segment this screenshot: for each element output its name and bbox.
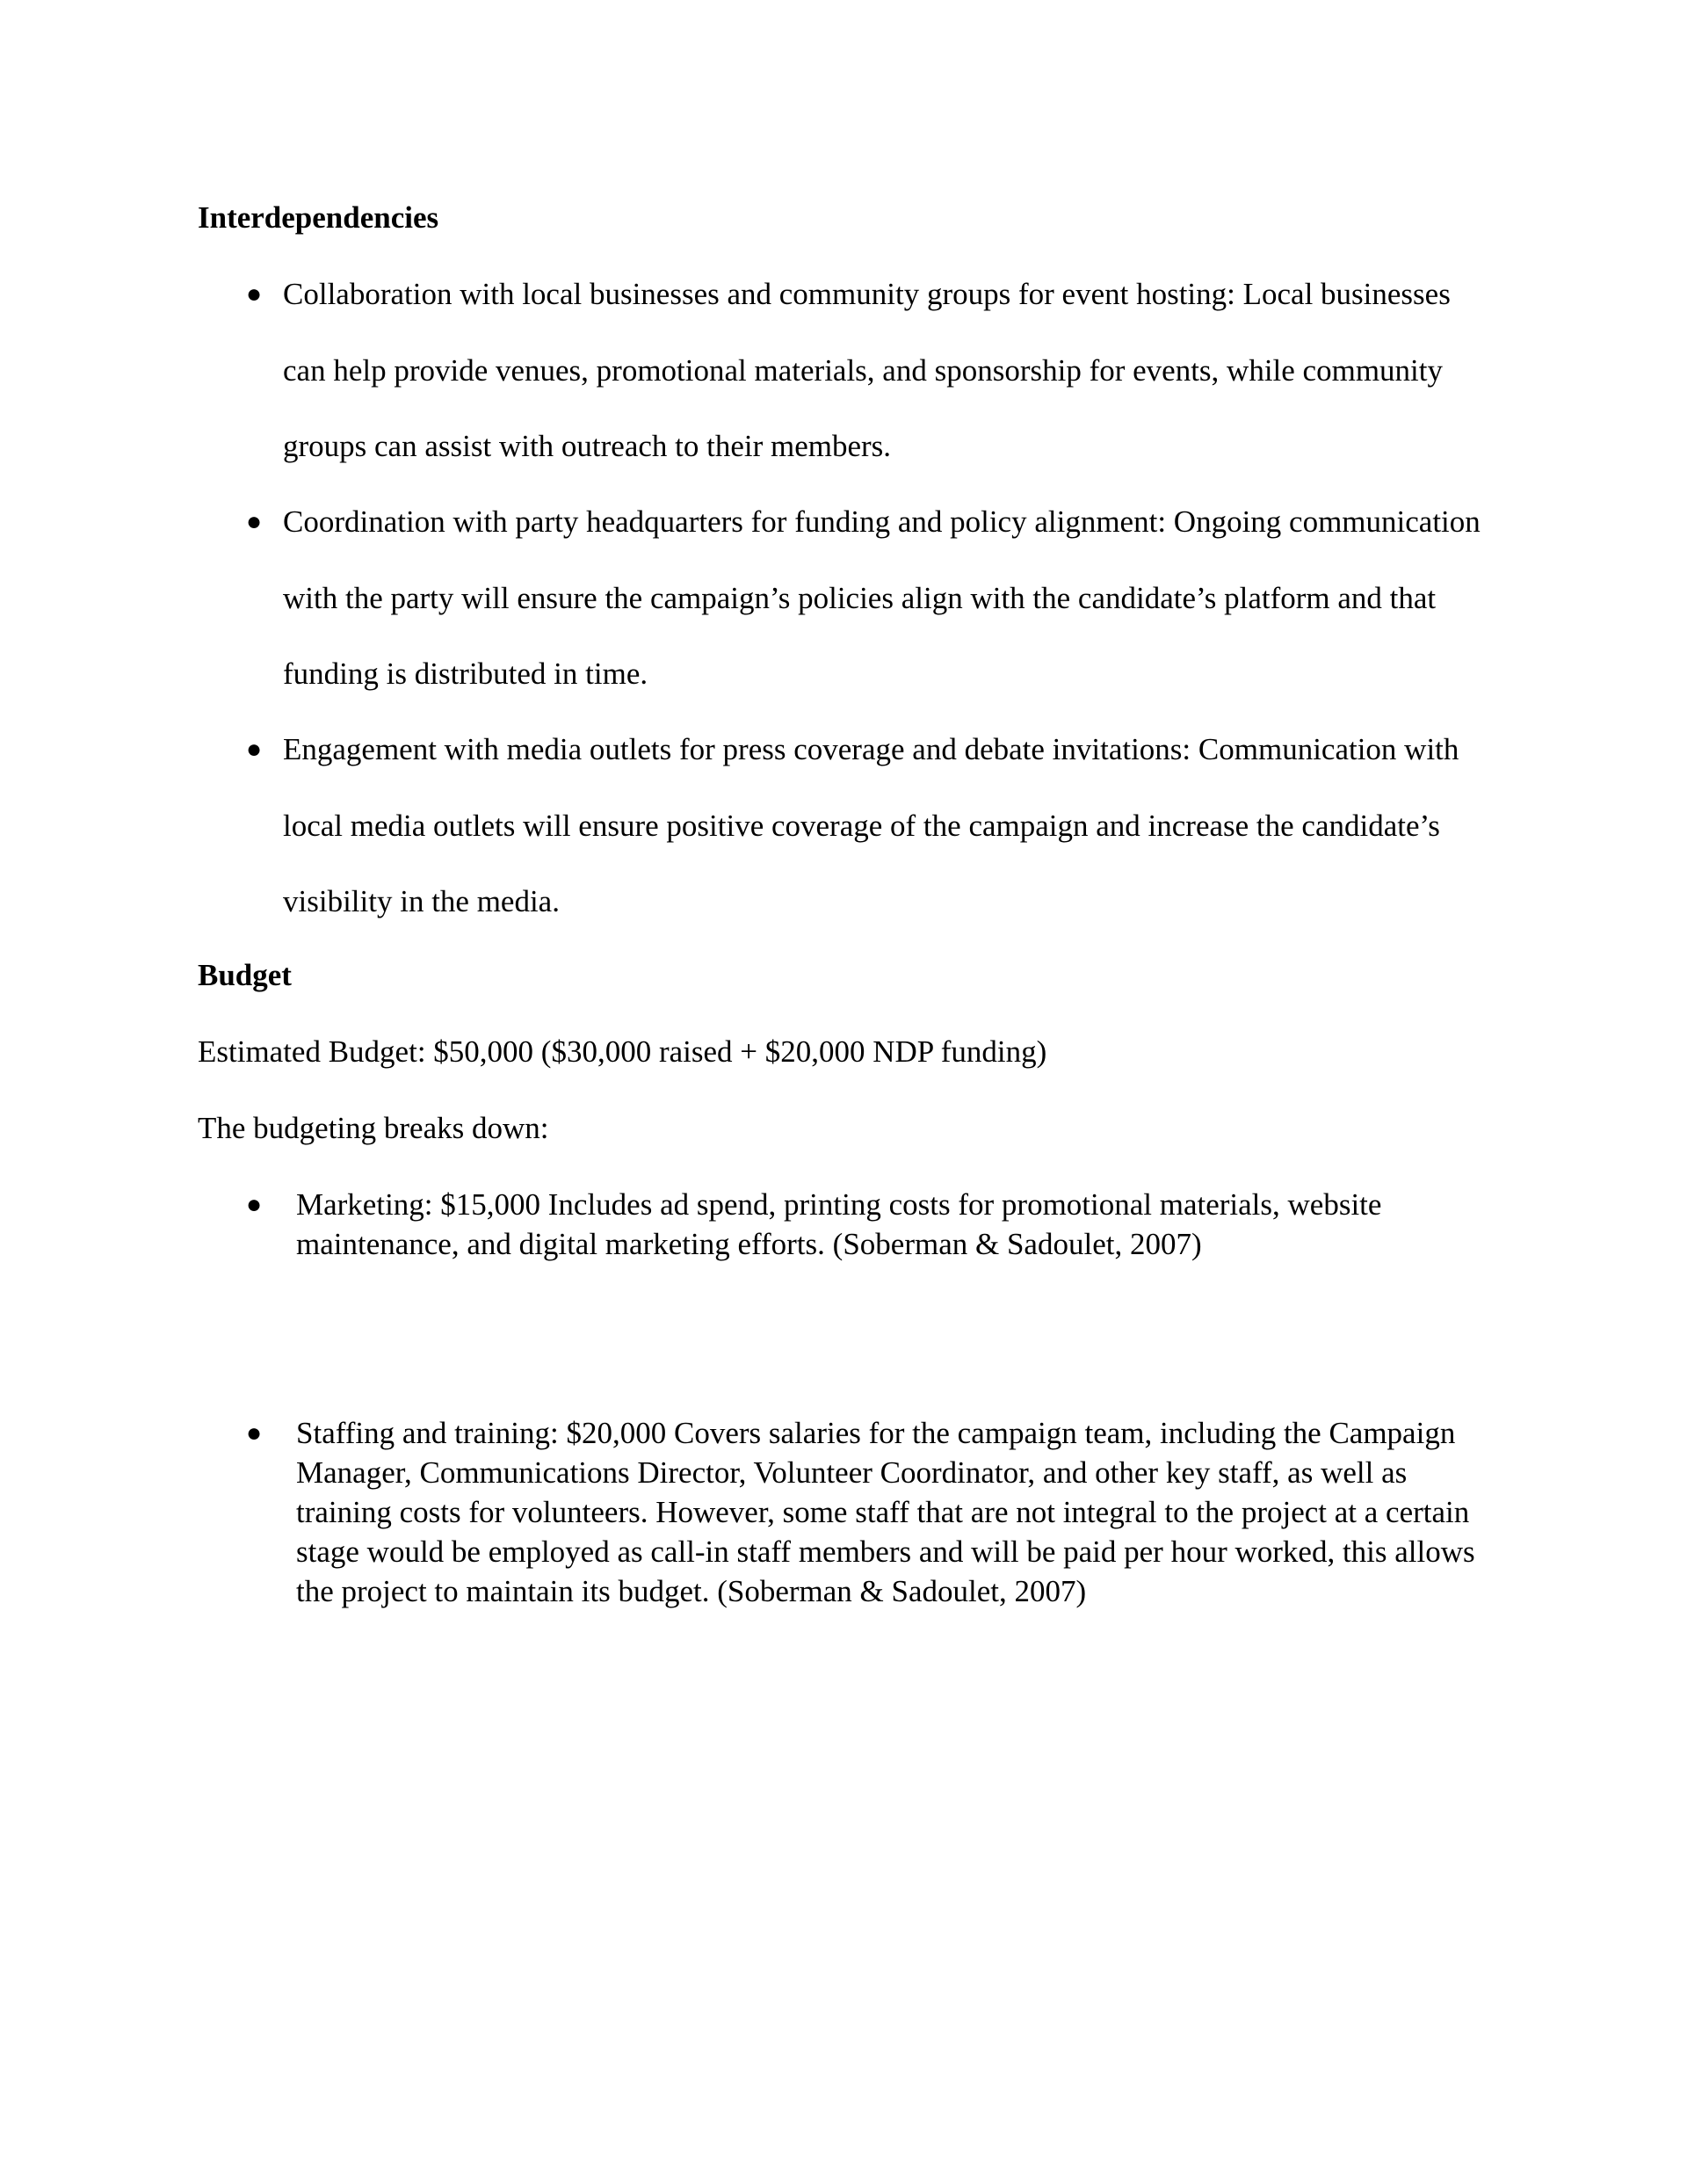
list-item-text: Marketing: $15,000 Includes ad spend, printing costs for promotional materials, website maintenance, and digital marketing efforts. (Soberman & Sadoulet, 2007) bbox=[296, 1187, 1382, 1261]
list-item bbox=[246, 1413, 1491, 1611]
list-item-text: Engagement with media outlets for press coverage and debate invitations: Communication with local media outlets will ensure positive coverage of the campaign and increase the candidate’s visibility in the media. bbox=[283, 732, 1459, 918]
estimated-budget-text: Estimated Budget: $50,000 ($30,000 raised + $20,000 NDP funding) bbox=[198, 1034, 1047, 1069]
interdependencies-heading: Interdependencies bbox=[198, 200, 439, 235]
list-item-text: Staffing and training: $20,000 Covers salaries for the campaign team, including the Campaign Manager, Communications Director, Volunteer Coordinator, and other key staff, as well as training costs for volunteers. However, some staff that are not integral to the project at a certain stage would be employed as call-in staff members and will be paid per hour worked, this allows the project to maintain its budget. (Soberman & Sadoulet, 2007) bbox=[296, 1416, 1475, 1608]
list-item bbox=[246, 257, 1495, 485]
bullet-icon: ● bbox=[246, 1190, 263, 1219]
budget-intro-text: The budgeting breaks down: bbox=[198, 1111, 549, 1145]
bullet-icon: ● bbox=[246, 735, 263, 764]
bullet-icon: ● bbox=[246, 1419, 263, 1448]
list-item bbox=[246, 484, 1495, 713]
bullet-icon: ● bbox=[246, 279, 263, 308]
bullet-icon: ● bbox=[246, 507, 263, 536]
budget-heading: Budget bbox=[198, 958, 292, 992]
list-item bbox=[246, 712, 1495, 940]
list-item-text: Collaboration with local businesses and community groups for event hosting: Local businesses can help provide venues, promotional materials, and sponsorship for events, while community groups can assist with outreach to their members. bbox=[283, 277, 1451, 463]
list-item-text: Coordination with party headquarters for funding and policy alignment: Ongoing communication with the party will ensure the campaign’s policies align with the candidate’s platform and that funding is distributed in time. bbox=[283, 504, 1481, 691]
list-item bbox=[246, 1185, 1491, 1264]
